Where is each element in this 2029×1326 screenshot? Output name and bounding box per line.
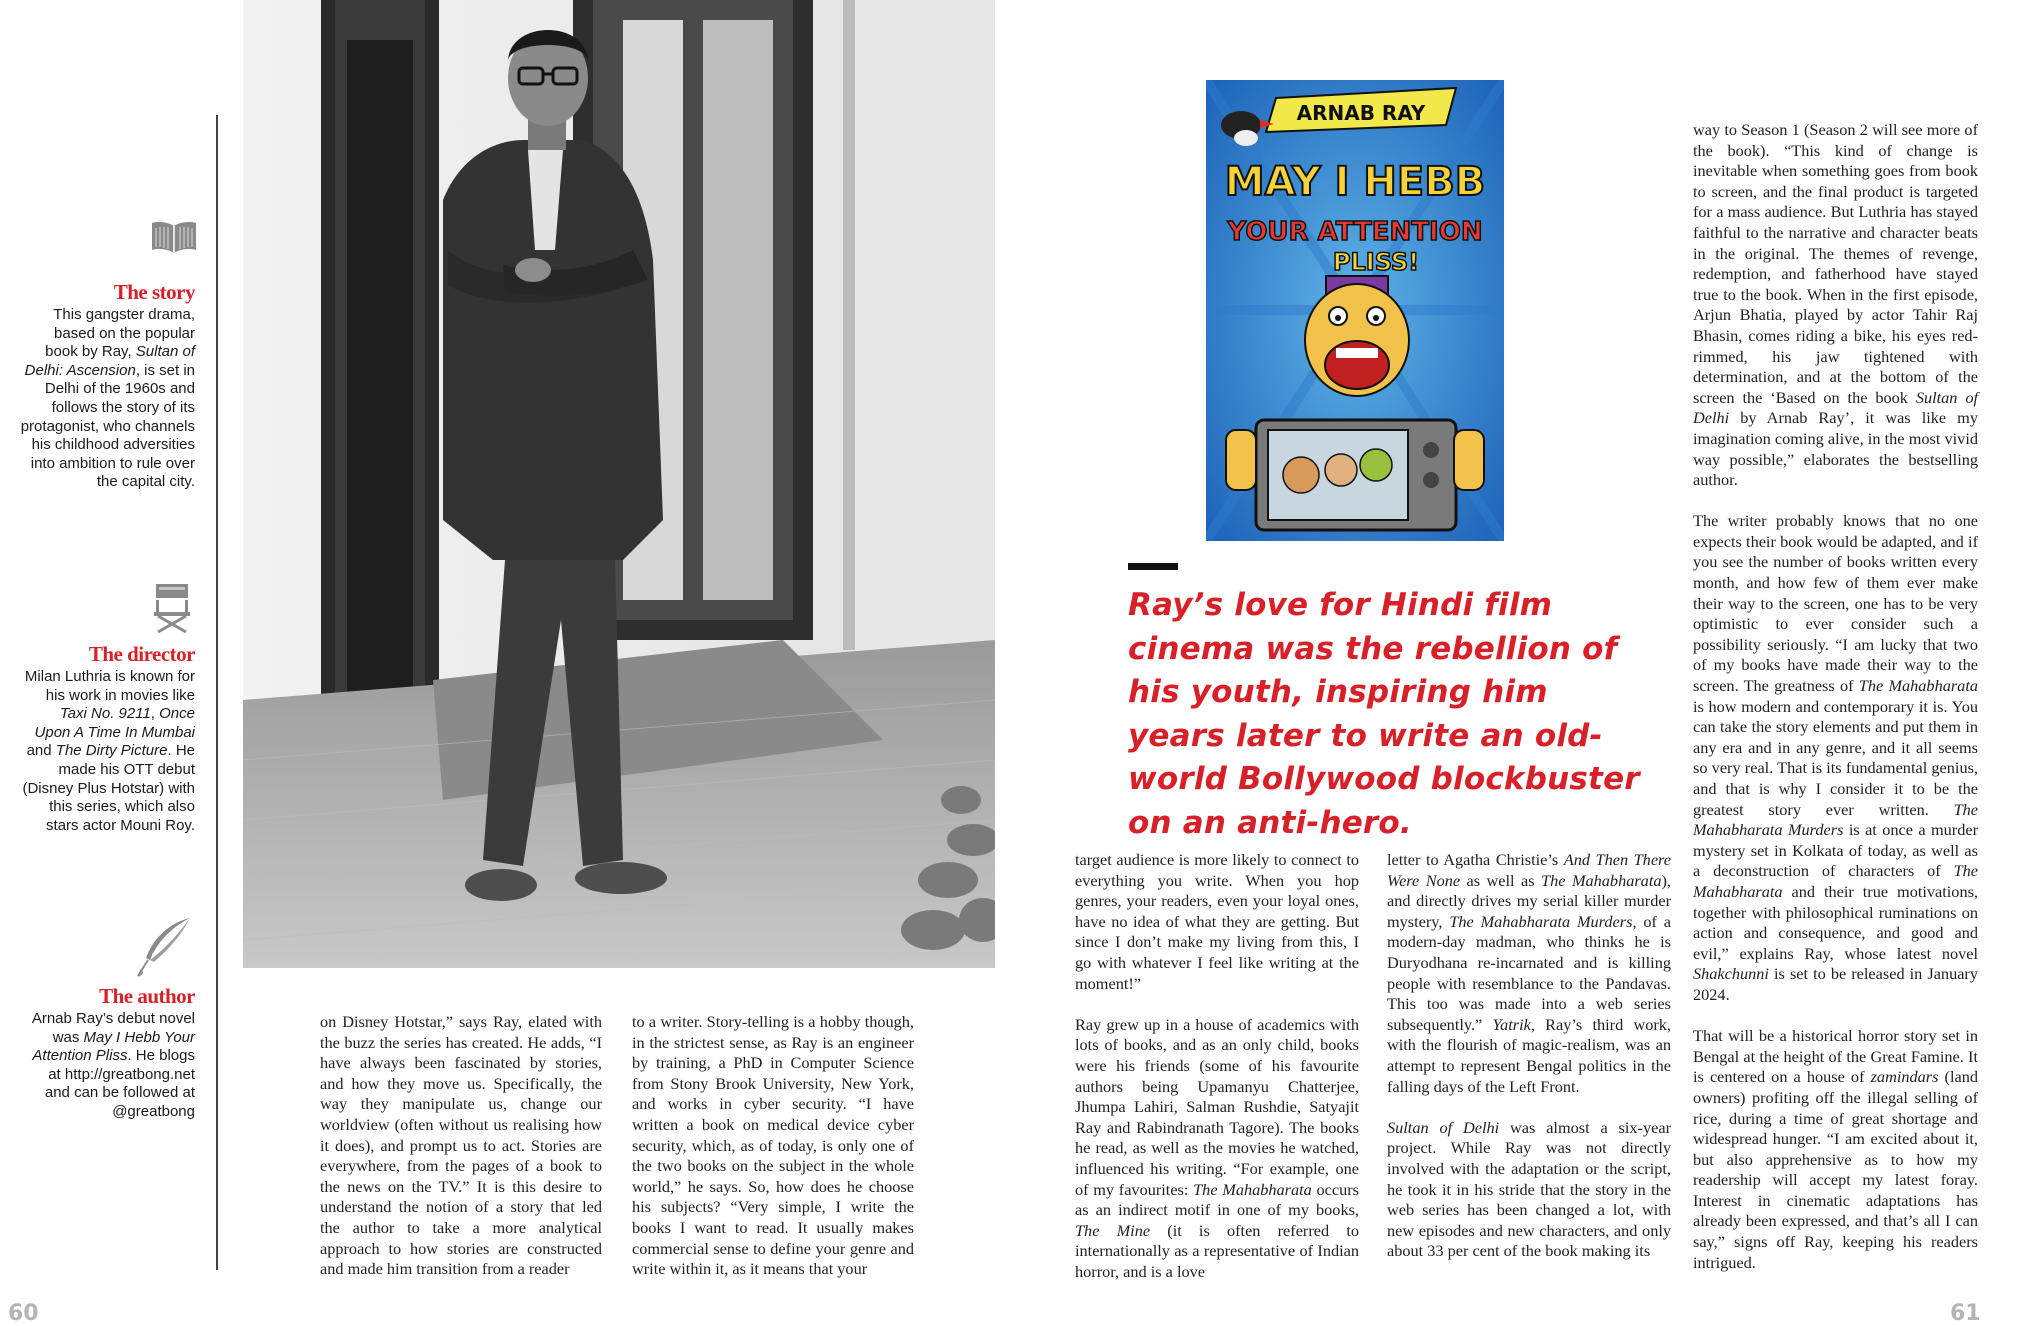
col5-paragraph-3: That will be a historical horror story set in Bengal at the height of the Great Famine. It is centered on a house of zamindars (land owners) profiting off the illegal selling of rice, during a time of great shortage and widespread hunger. “I am excited about it, but also apprehensive as to how my readership will accept my latest foray. Interest in cinematic adaptations has already been expressed, and that’s all I can say,” signs off Ray, keeping his readers intrigued. <box>1693 1026 1978 1272</box>
director-text: Milan Luthria is known for his work in movies like Taxi No. 9211, Once Upon A Time In Mumbai and The Dirty Picture. He made his OTT debut (Disney Plus Hotstar) with this series, which also stars actor Mouni Roy. <box>22 668 195 834</box>
author-text: Arnab Ray’s debut novel was May I Hebb Your Attention Pliss. He blogs at http://greatbong.net and can be followed at @greatbong <box>31 1010 195 1120</box>
col2-paragraph: to a writer. Story-telling is a hobby though, in the strictest sense, as Ray is an engineer by training, a PhD in Computer Science from Stony Brook University, New York, and works in cyber security. “I have written a book on medical device cyber security, which, as of today, is only one of the two books on the subject in the whole world,” he says. So, how does he choose his subjects? “Very simple, I write the books I want to read. It usually makes commercial sense to define your genre and write within it, as it means that your <box>632 1012 914 1279</box>
pull-quote: Ray’s love for Hindi film cinema was the rebellion of his youth, inspiring him years later to write an old-world Bollywood blockbuster on an anti-hero. <box>1128 587 1640 841</box>
sidebar-author <box>20 984 195 1122</box>
story-text: This gangster drama, based on the popular book by Ray, Sultan of Delhi: Ascension, is set in Delhi of the 1960s and follows the story of its protagonist, who channels his childhood adversities into ambition to rule over the capital city. <box>20 306 195 491</box>
sidebar-divider <box>216 115 218 1270</box>
open-book-icon <box>150 218 198 254</box>
book-title-line1: MAY I HEBB <box>1224 159 1486 205</box>
director-heading: The director <box>88 642 195 666</box>
col3-paragraph-2: Ray grew up in a house of academics with lots of books, and as an only child, books were his friends (some of his favourite authors being Upamanyu Chatterjee, Jhumpa Lahiri, Salman Rushdie, Satyajit Ray and Rabindranath Tagore). The books he read, as well as the movies he watched, influenced his writing. “For example, one of my favourites: The Mahabharata occurs as an indirect motif in one of my books, The Mine (it is often referred to internationally as a representative of Indian horror, and is a love <box>1075 1014 1360 1281</box>
article-column-3 <box>1075 850 1359 1282</box>
quill-pen-icon <box>132 916 194 978</box>
col1-paragraph: on Disney Hotstar,” says Ray, elated with the buzz the series has created. He adds, “I have always been fascinated by stories, and how they move us. Specifically, the way they manipulate us, change our worldview (often without us realising how it does), and prompt us to act. Stories are everywhere, from the pages of a book to the news on the TV.” It is this desire to understand the notion of a story that led the author to take a more analytical approach to how stories are constructed and made him transition from a reader <box>320 1012 602 1279</box>
page-number-right: 61 <box>1950 1301 1981 1326</box>
article-column-2 <box>632 1012 914 1280</box>
author-heading: The author <box>99 984 195 1008</box>
article-column-5 <box>1693 120 1978 1273</box>
book-title-line2: YOUR ATTENTION <box>1227 217 1483 247</box>
col5-paragraph-1: way to Season 1 (Season 2 will see more of the book). “This kind of change is inevitable when something goes from book to screen, and the final product is targeted for a mass audience. But Luthria has stayed faithful to the narrative and character beats in the original. The themes of revenge, redemption, and fatherhood have stayed true to the book. When in the first episode, Arjun Bhatia, played by actor Tahir Raj Bhasin, comes riding a bike, his eyes red-rimmed, his jaw tightened with determination, and at the bottom of the screen the ‘Based on the book Sultan of Delhi by Arnab Ray’, it was like my imagination coming alive, in the most vivid way possible,” elaborates the bestselling author. <box>1693 120 1978 490</box>
story-heading: The story <box>113 280 195 304</box>
sidebar-story <box>20 280 195 492</box>
article-column-1 <box>320 1012 602 1280</box>
quote-bar <box>1128 563 1178 570</box>
director-chair-icon <box>150 582 194 634</box>
author-photo <box>243 0 995 968</box>
col4-paragraph-1: letter to Agatha Christie’s And Then There Were None as well as The Mahabharata), and directly drives my serial killer murder mystery, The Mahabharata Murders, of a modern-day madman, who thinks he is Duryodhana re-incarnated and is killing people with resemblance to the Pandavas. This too was made into a web series subsequently.” Yatrik, Ray’s third work, with the flourish of magic-realism, was an attempt to represent Bengal politics in the falling days of the Left Front. <box>1387 850 1672 1096</box>
book-author-text: ARNAB RAY <box>1296 101 1426 125</box>
col4-paragraph-2: Sultan of Delhi was almost a six-year project. While Ray was not directly involved with the adaptation or the script, he took it in his stride that the story in the web series has been changed a lot, with new episodes and new characters, and only about 33 per cent of the book making its <box>1387 1117 1671 1261</box>
book-title-line3: PLISS! <box>1332 248 1420 276</box>
col3-paragraph-1: target audience is more likely to connect to everything you write. When you hop genres, your readers, even your loyal ones, have no idea of what they are getting. But since I don’t make my living from this, I go with whatever I feel like writing at the moment!” <box>1075 850 1359 993</box>
article-column-4 <box>1387 850 1671 1262</box>
page-number-left: 60 <box>8 1301 39 1326</box>
book-cover-image <box>1206 80 1504 541</box>
col5-paragraph-2: The writer probably knows that no one expects their book would be adapted, and if you see the number of books written every month, and how few of them ever make their way to the screen, one has to be very optimistic to ever consider such a possibility seriously. “I am lucky that two of my books have made their way to the screen. The greatness of The Mahabharata is how modern and contemporary it is. You can take the story elements and put them in any era and in any genre, and it all seems so very real. That is its fundamental genius, and that is why I consider it to be the greatest story ever written. The Mahabharata Murders is at once a murder mystery set in Kolkata of today, as well as a deconstruction of characters of The Mahabharata and their true motivations, together with philosophical ruminations on action and consequence, and good and evil,” explains Ray, whose latest novel Shakchunni is set to be released in January 2024. <box>1693 511 1978 1004</box>
sidebar-director <box>20 642 195 835</box>
